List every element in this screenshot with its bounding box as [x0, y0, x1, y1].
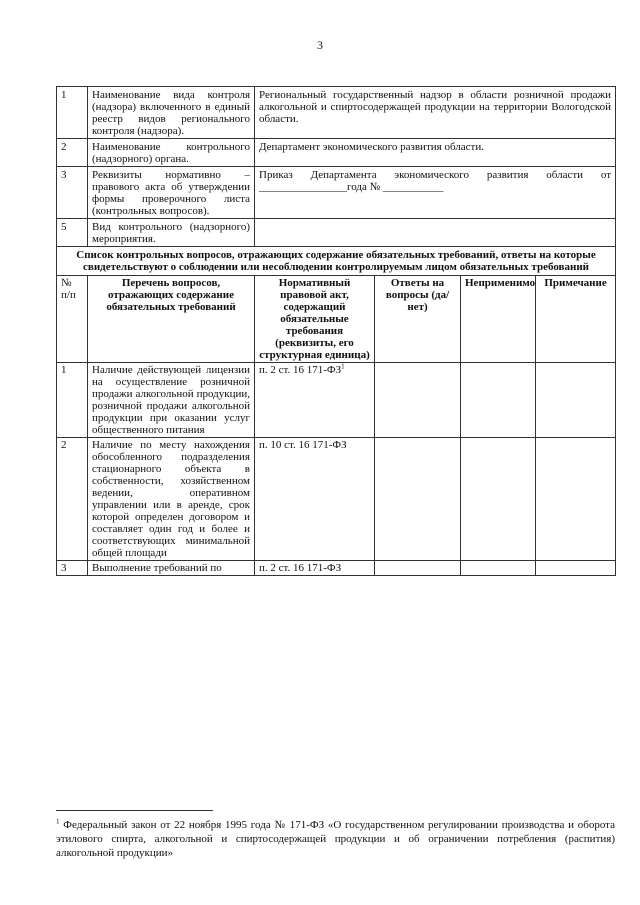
col-header-question: Перечень вопросов, отражающих содержание обязательных требований: [88, 276, 255, 363]
info-row: [57, 139, 616, 167]
info-num: 2: [57, 139, 88, 167]
info-value: Департамент экономического развития области.: [255, 139, 616, 167]
note-cell[interactable]: [536, 438, 616, 561]
col-header-num: № п/п: [57, 276, 88, 363]
question-text: Наличие по месту нахождения обособленного подразделения стационарного объекта в собственности, хозяйственном ведении, оперативном управлении или в аренде, срок которой определен договором и составляет один год и более и соответствующих минимальной общей площади: [88, 438, 255, 561]
question-num: 3: [57, 561, 88, 576]
col-header-note: Примечание: [536, 276, 616, 363]
info-label: Наименование контрольного (надзорного) органа.: [88, 139, 255, 167]
footnote: [56, 818, 615, 860]
question-row: [57, 561, 616, 576]
section-row: [57, 247, 616, 276]
info-label: Вид контрольного (надзорного) мероприятия.: [88, 219, 255, 247]
question-text: Наличие действующей лицензии на осуществление розничной продажи алкогольной продукции, розничной продажи алкогольной продукции при оказании услуг общественного питания: [88, 363, 255, 438]
question-row: [57, 363, 616, 438]
info-row: [57, 87, 616, 139]
not-applicable-cell[interactable]: [461, 438, 536, 561]
question-act: [255, 561, 375, 576]
note-cell[interactable]: [536, 363, 616, 438]
col-header-answer: Ответы на вопросы (да/нет): [375, 276, 461, 363]
info-row: [57, 219, 616, 247]
info-value: [255, 219, 616, 247]
info-row: [57, 167, 616, 219]
info-label: Реквизиты нормативно – правового акта об утверждении формы проверочного листа (контрольных вопросов).: [88, 167, 255, 219]
footnote-text: Федеральный закон от 22 ноября 1995 года № 171-ФЗ «О государственном регулировании производства и оборота этилового спирта, алкогольной и спиртосодержащей продукции и об ограничении потребления (распития) алкогольной продукции»: [56, 819, 616, 859]
info-num: 3: [57, 167, 88, 219]
question-text: Выполнение требований по: [88, 561, 255, 576]
info-value: Региональный государственный надзор в области розничной продажи алкогольной и спиртосодержащей продукции на территории Вологодской области.: [255, 87, 616, 139]
question-num: 2: [57, 438, 88, 561]
info-num: 5: [57, 219, 88, 247]
checklist-table: [56, 86, 616, 576]
act-text: п. 2 ст. 16 171-ФЗ: [259, 562, 342, 574]
info-num: 1: [57, 87, 88, 139]
not-applicable-cell[interactable]: [461, 363, 536, 438]
question-num: 1: [57, 363, 88, 438]
question-row: [57, 438, 616, 561]
section-title: Список контрольных вопросов, отражающих содержание обязательных требований, ответы на которые свидетельствуют о соблюдении или несоблюдении контролируемым лицом обязательных требований: [57, 247, 616, 276]
col-header-not-applicable: Неприменимо: [461, 276, 536, 363]
info-value: Приказ Департамента экономического развития области от ________________года № ___________: [255, 167, 616, 219]
col-header-act: Нормативный правовой акт, содержащий обязательные требования (реквизиты, его структурная единица): [255, 276, 375, 363]
footnote-ref: 1: [341, 362, 345, 371]
header-row: [57, 276, 616, 363]
footnote-mark: 1: [56, 817, 60, 826]
answer-cell[interactable]: [375, 363, 461, 438]
footnote-divider: [56, 810, 213, 811]
page-number: 3: [317, 38, 323, 52]
act-text: п. 10 ст. 16 171-ФЗ: [259, 439, 347, 451]
info-label: Наименование вида контроля (надзора) включенного в единый реестр видов регионального контроля (надзора).: [88, 87, 255, 139]
question-act: [255, 438, 375, 561]
answer-cell[interactable]: [375, 438, 461, 561]
answer-cell[interactable]: [375, 561, 461, 576]
not-applicable-cell[interactable]: [461, 561, 536, 576]
note-cell[interactable]: [536, 561, 616, 576]
act-text: п. 2 ст. 16 171-ФЗ: [259, 364, 342, 376]
question-act: [255, 363, 375, 438]
